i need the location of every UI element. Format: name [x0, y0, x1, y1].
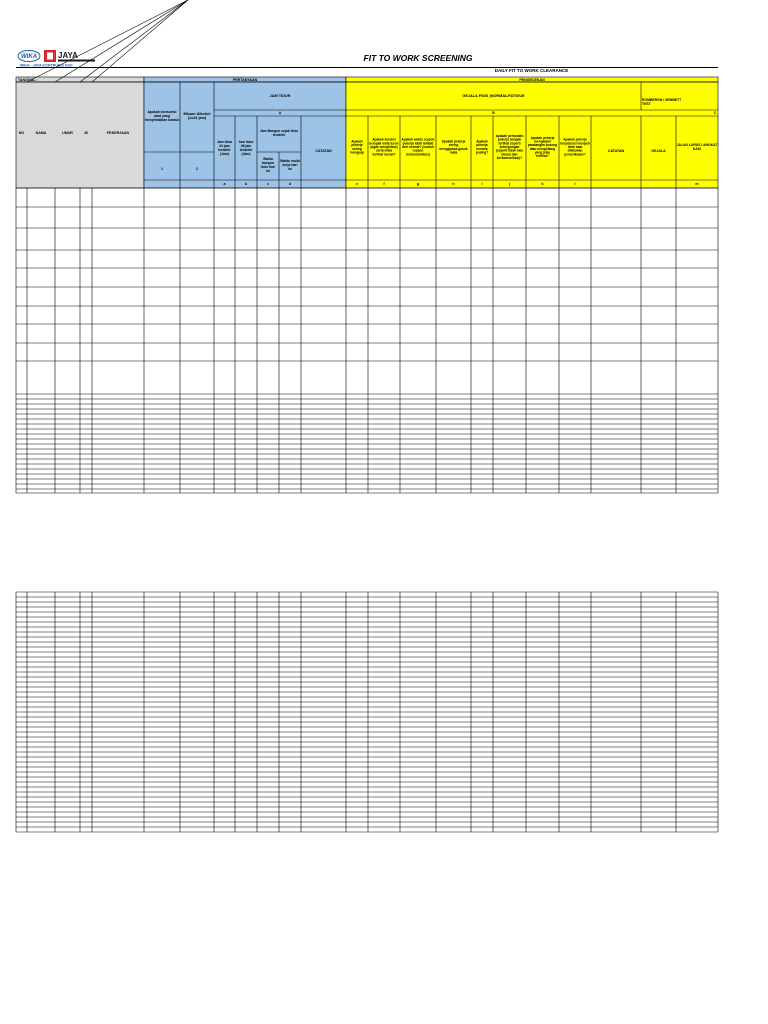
header-gejala-fisik: GEJALA FISIK (NORMAL/FATIGUE	[462, 94, 525, 98]
logo-subtitle: WIKA - JAYA KONTRUKSI KSO	[20, 63, 73, 68]
header-pertanyaan: PERTANYAAN	[232, 78, 258, 82]
header-g_i: Apakah pekerja merasa pusing?	[475, 139, 489, 155]
header-g_h: Apakah pekerja sering menggosok-gosok mata	[439, 139, 468, 155]
header-sd: d	[288, 182, 292, 186]
page-subtitle: DAILY FIT TO WORK CLEARANCE	[494, 68, 569, 73]
header-sa: a	[223, 182, 226, 186]
header-q1: Apakah konsumsi obat yang menyebabkan kantuk	[144, 110, 180, 122]
header-waktu-mulai: Waktu mulai kerja hari ini	[280, 159, 300, 171]
page-title: FIT TO WORK SCREENING	[363, 53, 473, 63]
header-jk: JK	[83, 131, 89, 135]
header-g_k: Apakah pekerja mengalami pandangan kosong atau menghilang yang jelas terlihat?	[527, 135, 558, 159]
logo-jaya-text: JAYA	[58, 51, 78, 60]
header-code-a: A	[278, 111, 282, 115]
header-jam-bangun: Jam Bangun sejak tidur terakhir	[259, 129, 299, 137]
header-code-b: B	[492, 111, 495, 115]
header-sh: h	[452, 182, 455, 186]
header-sm: m	[695, 182, 699, 186]
header-sc: c	[267, 182, 269, 186]
header-gejala: GEJALA	[651, 149, 666, 153]
logo-wika-text: WIKA	[21, 54, 37, 60]
question-header	[144, 82, 346, 188]
header-se: e	[356, 182, 358, 186]
header-catatan: CATATAN	[315, 149, 332, 153]
data-rows-block-1	[16, 188, 718, 493]
header-g_j: Apakah perbuatan pekerja tampak terlihat seperti kebingungan (seperti tidak mau bicara dan berkomunikasi)?	[495, 133, 524, 161]
header-jalan-lurus: JALAN LURUS / ANGKAT KAKI	[676, 143, 718, 151]
header-jam-tidur: JAM TIDUR	[269, 94, 291, 98]
header-catatan2: CATATAN	[607, 149, 625, 153]
identity-header	[16, 82, 144, 188]
header-g_g: Apakah waktu respon pekerja lebih lambat dari normal? (contoh respon berkomunikasi)	[401, 137, 435, 157]
header-jt24: Jam tidur 24 jam terakhir (Jam)	[216, 140, 233, 156]
data-rows-block-2	[16, 592, 718, 832]
header-sf: f	[383, 182, 385, 186]
header-nama: NAMA	[35, 131, 47, 135]
header-n1: 1	[161, 167, 163, 171]
header-pengecekan: PENGECEKAN	[519, 78, 545, 82]
header-tanggal: TANGGAL :	[18, 78, 38, 82]
header-no: NO	[18, 131, 25, 135]
header-g_l: Apakah pekerja berpotensi menjadi lelah saat dilakukan pemeriksaan?	[560, 137, 590, 157]
header-n2: 2	[196, 167, 198, 171]
header-jt48: Jam tidur 48 jam terakhir (Jam)	[238, 140, 254, 156]
header-umur: UMUR	[62, 131, 73, 135]
header-sg: g	[416, 182, 420, 186]
header-sk: k	[541, 182, 544, 186]
header-pekerjaan: PEKERJAAN	[106, 131, 130, 135]
header-g_f: Apakah kondisi kelopak mata turun (agak menghitam) serta mata terlihat merah?	[369, 137, 399, 157]
header-sj: j	[509, 182, 510, 186]
header-sb: b	[244, 182, 248, 186]
header-romberg: ROMBERGH / SEMBETT TEST	[642, 98, 682, 106]
header-code-c: C	[713, 111, 717, 115]
header-waktu-bangun: Waktu bangun tidur hari ini	[260, 157, 276, 173]
header-sl: l	[574, 182, 576, 186]
header-si: i	[481, 182, 483, 186]
header-g_e: Apakah pekerja sering menguap	[349, 139, 365, 155]
header-q2: Minum Alkohol (1x24 jam)	[183, 111, 211, 121]
